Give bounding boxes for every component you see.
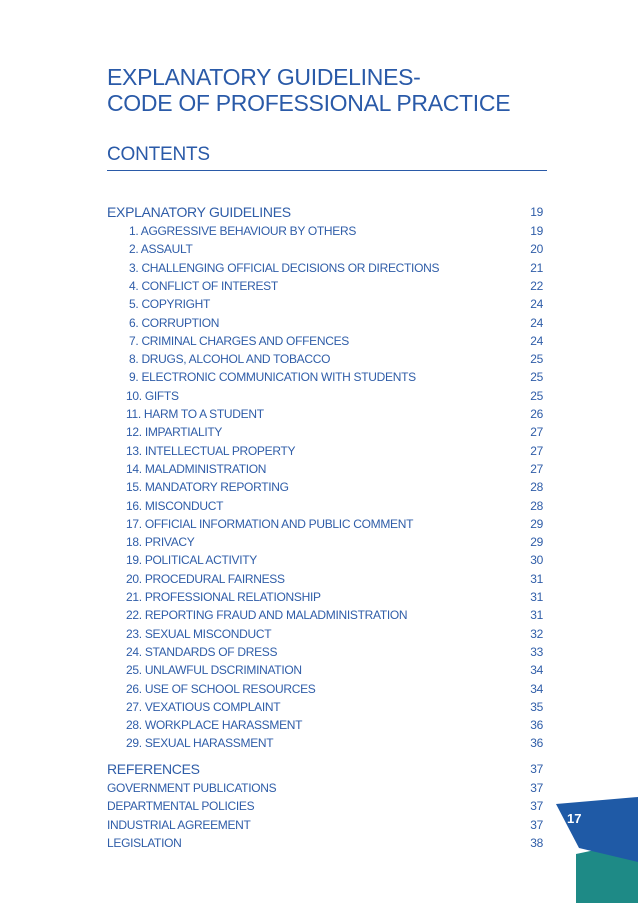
toc-page-number: 26 [530, 407, 543, 421]
toc-page-number: 37 [530, 781, 543, 795]
toc-page-number: 20 [530, 242, 543, 257]
toc-page-number: 27 [530, 443, 543, 458]
toc-page-number: 34 [530, 663, 543, 678]
toc-page-number: 37 [530, 817, 543, 832]
toc-item-label: GOVERNMENT PUBLICATIONS [107, 781, 277, 795]
toc-item-label: 20. PROCEDURAL FAIRNESS [126, 571, 285, 586]
toc-page-number: 37 [530, 762, 543, 776]
toc-page-number: 24 [530, 297, 543, 312]
toc-item-label: 17. OFFICIAL INFORMATION AND PUBLIC COMMENT [126, 516, 414, 531]
toc-item-label: 27. VEXATIOUS COMPLAINT [126, 699, 281, 714]
toc-page-number: 36 [530, 736, 543, 751]
toc-item-label: 13. INTELLECTUAL PROPERTY [126, 443, 296, 458]
toc-page-number: 30 [530, 553, 543, 568]
toc-page-number: 31 [530, 608, 543, 623]
toc-section-label: REFERENCES [107, 761, 200, 777]
toc-item-label: 3. CHALLENGING OFFICIAL DECISIONS OR DIRECTIONS [129, 260, 440, 275]
toc-item-label: LEGISLATION [107, 835, 182, 850]
toc-item-label: 10. GIFTS [126, 388, 179, 403]
toc-item-label: 21. PROFESSIONAL RELATIONSHIP [126, 590, 321, 604]
toc-item-label: 23. SEXUAL MISCONDUCT [126, 626, 272, 641]
toc-page-number: 25 [530, 370, 543, 385]
toc-page-number: 36 [530, 718, 543, 733]
toc-page-number: 35 [530, 699, 543, 714]
toc-item-label: 7. CRIMINAL CHARGES AND OFFENCES [129, 333, 349, 348]
page-number: 17 [567, 811, 582, 826]
toc-page-number: 31 [530, 571, 543, 586]
toc-page-number: 24 [530, 333, 543, 348]
toc-page-number: 25 [530, 388, 543, 403]
toc-page-number: 31 [530, 590, 543, 604]
toc-item-label: INDUSTRIAL AGREEMENT [107, 817, 251, 832]
contents-heading: CONTENTS [107, 144, 210, 165]
toc-page-number: 29 [530, 516, 543, 531]
toc-item-label: 24. STANDARDS OF DRESS [126, 644, 278, 659]
toc-item-label: 25. UNLAWFUL DSCRIMINATION [126, 663, 302, 678]
toc-item-label: 22. REPORTING FRAUD AND MALADMINISTRATION [126, 608, 408, 623]
toc-item-label: 19. POLITICAL ACTIVITY [126, 553, 258, 568]
toc-item-label: 12. IMPARTIALITY [126, 425, 223, 440]
toc-item-label: 6. CORRUPTION [129, 315, 220, 330]
blue-tab-shape [556, 797, 638, 862]
toc-item-label: 11. HARM TO A STUDENT [126, 407, 264, 421]
toc-section-label: EXPLANATORY GUIDELINES [107, 204, 291, 220]
toc-page-number: 19 [530, 205, 543, 219]
toc-page-number: 38 [530, 835, 543, 850]
toc-item-label: DEPARTMENTAL POLICIES [107, 799, 255, 814]
toc-page-number: 25 [530, 352, 543, 367]
toc-item-label: 4. CONFLICT OF INTEREST [129, 278, 278, 293]
toc-page-number: 21 [530, 260, 543, 275]
toc-page-number: 28 [530, 498, 543, 513]
toc-page-number: 33 [530, 644, 543, 659]
toc-page-number: 24 [530, 315, 543, 330]
toc-page-number: 29 [530, 535, 543, 550]
toc-page-number: 34 [530, 681, 543, 696]
toc-page-number: 28 [530, 480, 543, 495]
title-line-1: EXPLANATORY GUIDELINES- [107, 64, 421, 90]
toc-item-label: 1. AGGRESSIVE BEHAVIOUR BY OTHERS [129, 224, 357, 238]
toc-item-label: 16. MISCONDUCT [126, 498, 224, 513]
toc-page-number: 22 [530, 278, 543, 293]
toc-page-number: 19 [530, 224, 543, 238]
toc-item-label: 5. COPYRIGHT [129, 297, 211, 312]
toc-item-label: 9. ELECTRONIC COMMUNICATION WITH STUDENTS [129, 370, 416, 385]
toc-item-label: 18. PRIVACY [126, 535, 195, 550]
toc-page-number: 32 [530, 626, 543, 641]
toc-item-label: 26. USE OF SCHOOL RESOURCES [126, 681, 316, 696]
toc-page-number: 27 [530, 425, 543, 440]
toc-item-label: 15. MANDATORY REPORTING [126, 480, 289, 495]
toc-item-label: 14. MALADMINISTRATION [126, 461, 267, 476]
title-line-2: CODE OF PROFESSIONAL PRACTICE [107, 90, 511, 116]
toc-item-label: 28. WORKPLACE HARASSMENT [126, 718, 303, 733]
toc-item-label: 29. SEXUAL HARASSMENT [126, 736, 274, 751]
toc-page-number: 37 [530, 799, 543, 814]
toc-page-number: 27 [530, 461, 543, 476]
toc-item-label: 8. DRUGS, ALCOHOL AND TOBACCO [129, 352, 331, 367]
toc-item-label: 2. ASSAULT [129, 242, 193, 257]
